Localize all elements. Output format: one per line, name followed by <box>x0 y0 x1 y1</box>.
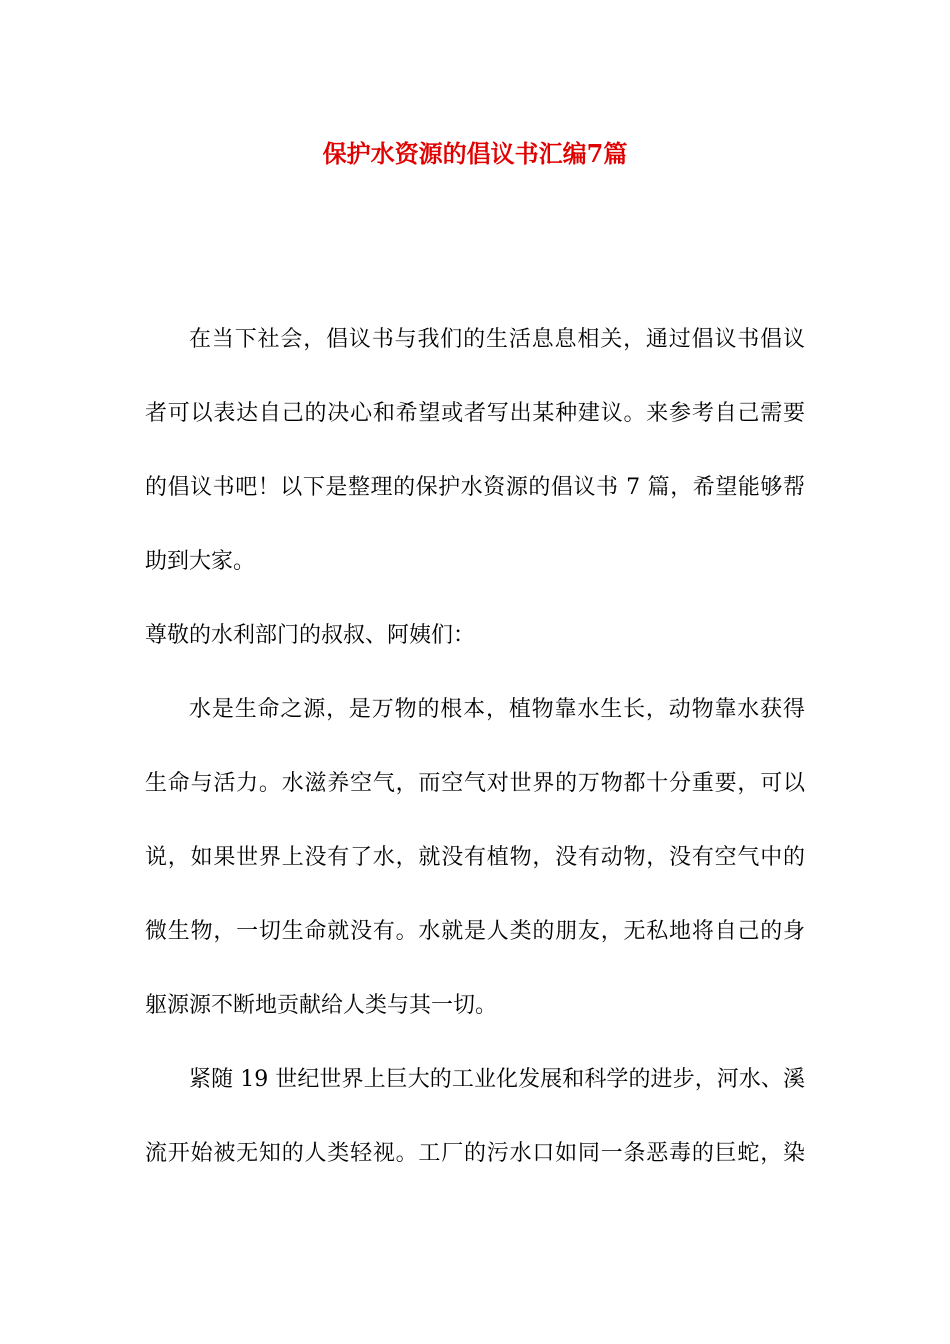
text-line: 躯源源不断地贡献给人类与其一切。 <box>145 993 498 1018</box>
text-line: 生命与活力。水滋养空气，而空气对世界的万物都十分重要，可以 <box>145 771 805 796</box>
text-line: 在当下社会，倡议书与我们的生活息息相关，通过倡议书倡议 <box>189 327 805 352</box>
text-line: 流开始被无知的人类轻视。工厂的污水口如同一条恶毒的巨蛇，染 <box>145 1141 805 1166</box>
document-body <box>145 318 805 1206</box>
text-line: 说，如果世界上没有了水，就没有植物，没有动物，没有空气中的 <box>145 845 805 870</box>
text-line: 者可以表达自己的决心和希望或者写出某种建议。来参考自己需要 <box>145 401 805 426</box>
text-line: 助到大家。 <box>145 549 256 574</box>
text-line: 水是生命之源，是万物的根本，植物靠水生长，动物靠水获得 <box>189 697 805 722</box>
text-line: 微生物，一切生命就没有。水就是人类的朋友，无私地将自己的身 <box>145 919 805 944</box>
document-title: 保护水资源的倡议书汇编7篇 <box>322 139 628 168</box>
text-line: 的倡议书吧！以下是整理的保护水资源的倡议书 7 篇，希望能够帮 <box>145 475 805 500</box>
text-line: 紧随 19 世纪世界上巨大的工业化发展和科学的进步，河水、溪 <box>189 1067 805 1092</box>
salutation-line: 尊敬的水利部门的叔叔、阿姨们： <box>145 623 476 648</box>
